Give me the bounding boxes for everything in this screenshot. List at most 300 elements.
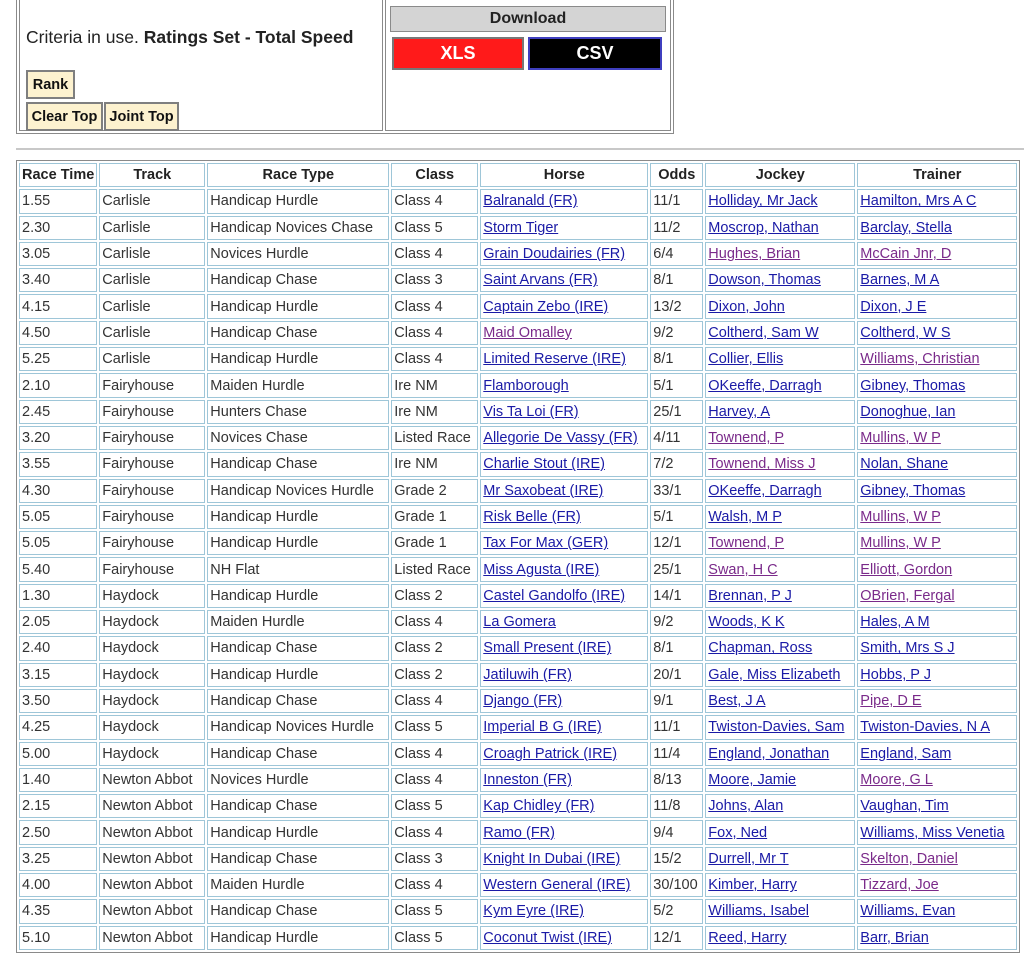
race-time-cell: 3.15 [19,663,97,687]
horse-link[interactable]: Jatiluwih (FR) [483,666,572,683]
track-cell: Newton Abbot [99,820,205,844]
horse-cell [480,584,648,608]
trainer-cell [857,347,1017,371]
race-time-cell: 3.55 [19,452,97,476]
jockey-link[interactable]: OKeeffe, Darragh [708,377,822,394]
race-type-cell: Handicap Chase [207,268,389,292]
trainer-cell [857,400,1017,424]
criteria-cell [19,0,383,131]
trainer-cell [857,584,1017,608]
odds-cell: 20/1 [650,663,703,687]
table-row [19,189,1017,213]
jockey-link[interactable]: OKeeffe, Darragh [708,482,822,499]
odds-cell: 11/2 [650,216,703,240]
trainer-cell [857,715,1017,739]
track-cell: Haydock [99,584,205,608]
jockey-cell [705,610,855,634]
table-row [19,768,1017,792]
trainer-cell [857,663,1017,687]
race-time-cell: 2.45 [19,400,97,424]
horse-link[interactable]: Limited Reserve (IRE) [483,351,626,368]
race-time-cell: 2.40 [19,636,97,660]
track-cell: Haydock [99,610,205,634]
jockey-cell [705,452,855,476]
odds-cell: 9/2 [650,321,703,345]
jockey-cell [705,347,855,371]
class-cell: Class 2 [391,636,478,660]
jockey-link[interactable]: Harvey, A [708,403,771,420]
trainer-cell [857,610,1017,634]
table-row [19,742,1017,766]
jockey-link[interactable]: Twiston-Davies, Sam [708,719,845,736]
class-cell: Class 4 [391,820,478,844]
jockey-cell [705,847,855,871]
download-xls-button[interactable]: XLS [392,37,524,70]
race-time-cell: 4.30 [19,479,97,503]
jockey-link[interactable]: Durrell, Mr T [708,850,789,867]
jockey-cell [705,584,855,608]
download-cell [385,0,671,131]
odds-cell: 33/1 [650,479,703,503]
track-cell: Fairyhouse [99,452,205,476]
race-time-cell: 2.10 [19,373,97,397]
jockey-link[interactable]: Gale, Miss Elizabeth [708,666,841,683]
horse-link[interactable]: Kap Chidley (FR) [483,798,595,815]
track-cell: Fairyhouse [99,400,205,424]
race-time-cell: 4.25 [19,715,97,739]
class-cell: Class 4 [391,610,478,634]
race-type-cell: Novices Chase [207,426,389,450]
jockey-link[interactable]: Townend, P [708,535,785,552]
race-time-cell: 5.05 [19,505,97,529]
table-row [19,505,1017,529]
column-header[interactable]: Horse [480,163,648,187]
horse-link[interactable]: Coconut Twist (IRE) [483,929,612,946]
jockey-cell [705,820,855,844]
horse-cell [480,505,648,529]
class-cell: Class 4 [391,242,478,266]
jockey-cell [705,505,855,529]
jockey-link[interactable]: Walsh, M P [708,509,782,525]
jockey-cell [705,321,855,345]
horse-link[interactable]: Risk Belle (FR) [483,509,581,525]
trainer-cell [857,373,1017,397]
track-cell: Carlisle [99,242,205,266]
trainer-link[interactable]: Mullins, W P [860,535,941,552]
trainer-link[interactable]: Williams, Evan [860,903,956,920]
trainer-link[interactable]: Dixon, J E [860,298,927,315]
track-cell: Haydock [99,663,205,687]
horse-link[interactable]: La Gomera [483,614,556,631]
trainer-cell [857,742,1017,766]
race-time-cell: 2.50 [19,820,97,844]
odds-cell: 4/11 [650,426,703,450]
class-cell: Class 4 [391,321,478,345]
trainer-link[interactable]: Hales, A M [860,614,930,631]
jockey-cell [705,400,855,424]
trainer-cell [857,426,1017,450]
divider [16,148,1024,150]
trainer-link[interactable]: Nolan, Shane [860,456,949,473]
race-time-cell: 4.15 [19,294,97,318]
track-cell: Newton Abbot [99,873,205,897]
trainer-link[interactable]: Hobbs, P J [860,666,931,683]
class-cell: Class 5 [391,216,478,240]
column-header[interactable]: Track [99,163,205,187]
horse-link[interactable]: Mr Saxobeat (IRE) [483,482,604,499]
class-cell: Grade 2 [391,479,478,503]
race-type-cell: NH Flat [207,557,389,581]
trainer-link[interactable]: Gibney, Thomas [860,482,966,499]
table-row [19,663,1017,687]
table-row [19,899,1017,923]
race-table [16,160,1020,953]
column-header[interactable]: Trainer [857,163,1017,187]
jockey-cell [705,268,855,292]
horse-link[interactable]: Vis Ta Loi (FR) [483,403,579,420]
race-time-cell: 5.40 [19,557,97,581]
odds-cell: 9/1 [650,689,703,713]
column-header[interactable]: Race Type [207,163,389,187]
race-type-cell: Handicap Hurdle [207,531,389,555]
horse-cell [480,689,648,713]
horse-cell [480,216,648,240]
trainer-link[interactable]: OBrien, Fergal [860,587,955,604]
horse-cell [480,321,648,345]
horse-link[interactable]: Grain Doudairies (FR) [483,246,626,263]
download-csv-button[interactable]: CSV [528,37,662,70]
criteria-panel [16,0,674,134]
trainer-cell [857,294,1017,318]
horse-cell [480,373,648,397]
race-time-cell: 4.50 [19,321,97,345]
race-time-cell: 3.50 [19,689,97,713]
horse-link[interactable]: Maid Omalley [483,324,572,341]
track-cell: Carlisle [99,347,205,371]
trainer-link[interactable]: Twiston-Davies, N A [860,719,991,736]
trainer-link[interactable]: McCain Jnr, D [860,246,952,263]
race-time-cell: 4.00 [19,873,97,897]
race-type-cell: Handicap Hurdle [207,505,389,529]
trainer-link[interactable]: Williams, Christian [860,351,980,368]
track-cell: Fairyhouse [99,557,205,581]
trainer-link[interactable]: Barr, Brian [860,929,929,946]
race-time-cell: 5.25 [19,347,97,371]
horse-cell [480,189,648,213]
race-time-cell: 5.10 [19,926,97,950]
class-cell: Listed Race [391,557,478,581]
jockey-cell [705,294,855,318]
horse-cell [480,636,648,660]
jockey-link[interactable]: Townend, Miss J [708,456,816,473]
trainer-link[interactable]: Donoghue, Ian [860,403,956,420]
race-time-cell: 3.05 [19,242,97,266]
horse-link[interactable]: Storm Tiger [483,219,559,236]
horse-cell [480,479,648,503]
trainer-link[interactable]: Pipe, D E [860,693,922,710]
track-cell: Newton Abbot [99,899,205,923]
jockey-link[interactable]: Brennan, P J [708,587,792,604]
trainer-link[interactable]: Barclay, Stella [860,219,952,236]
track-cell: Fairyhouse [99,531,205,555]
odds-cell: 25/1 [650,557,703,581]
table-row [19,715,1017,739]
jockey-link[interactable]: Dixon, John [708,298,785,315]
trainer-link[interactable]: England, Sam [860,745,952,762]
jockey-cell [705,636,855,660]
table-row [19,531,1017,555]
horse-link[interactable]: Allegorie De Vassy (FR) [483,430,638,447]
joint-top-button[interactable]: Joint Top [104,102,179,131]
table-row [19,294,1017,318]
horse-link[interactable]: Croagh Patrick (IRE) [483,745,618,762]
jockey-link[interactable]: Townend, P [708,430,785,447]
trainer-link[interactable]: Mullins, W P [860,509,941,525]
race-time-cell: 1.30 [19,584,97,608]
odds-cell: 8/13 [650,768,703,792]
race-time-cell: 3.40 [19,268,97,292]
trainer-cell [857,899,1017,923]
trainer-cell [857,794,1017,818]
horse-link[interactable]: Ramo (FR) [483,824,555,841]
track-cell: Fairyhouse [99,373,205,397]
horse-cell [480,926,648,950]
track-cell: Fairyhouse [99,505,205,529]
trainer-link[interactable]: Skelton, Daniel [860,850,958,867]
jockey-link[interactable]: Williams, Isabel [708,903,809,920]
race-type-cell: Handicap Hurdle [207,663,389,687]
jockey-link[interactable]: Coltherd, Sam W [708,324,819,341]
race-type-cell: Handicap Chase [207,847,389,871]
race-time-cell: 4.35 [19,899,97,923]
track-cell: Fairyhouse [99,426,205,450]
odds-cell: 5/1 [650,373,703,397]
trainer-link[interactable]: Tizzard, Joe [860,877,939,894]
race-type-cell: Handicap Novices Chase [207,216,389,240]
horse-link[interactable]: Knight In Dubai (IRE) [483,850,621,867]
horse-link[interactable]: Django (FR) [483,693,563,710]
horse-cell [480,268,648,292]
jockey-link[interactable]: Reed, Harry [708,929,787,946]
column-header[interactable]: Race Time [19,163,97,187]
odds-cell: 11/1 [650,715,703,739]
race-type-cell: Handicap Hurdle [207,584,389,608]
jockey-link[interactable]: Moore, Jamie [708,771,797,788]
class-cell: Class 4 [391,873,478,897]
trainer-cell [857,531,1017,555]
horse-cell [480,742,648,766]
horse-link[interactable]: Inneston (FR) [483,771,572,788]
jockey-cell [705,663,855,687]
table-row [19,820,1017,844]
race-type-cell: Handicap Novices Hurdle [207,479,389,503]
table-row [19,400,1017,424]
jockey-cell [705,899,855,923]
horse-link[interactable]: Charlie Stout (IRE) [483,456,605,473]
trainer-link[interactable]: Hamilton, Mrs A C [860,193,977,210]
odds-cell: 25/1 [650,400,703,424]
odds-cell: 12/1 [650,531,703,555]
jockey-cell [705,373,855,397]
trainer-link[interactable]: Vaughan, Tim [860,798,949,815]
trainer-link[interactable]: Moore, G L [860,771,933,788]
track-cell: Carlisle [99,294,205,318]
table-row [19,584,1017,608]
column-header[interactable]: Class [391,163,478,187]
track-cell: Carlisle [99,268,205,292]
jockey-link[interactable]: Woods, K K [708,614,785,631]
trainer-cell [857,452,1017,476]
horse-link[interactable]: Western General (IRE) [483,877,631,894]
trainer-cell [857,873,1017,897]
race-type-cell: Handicap Hurdle [207,189,389,213]
table-row [19,636,1017,660]
horse-cell [480,794,648,818]
odds-cell: 9/2 [650,610,703,634]
table-row [19,873,1017,897]
race-time-cell: 3.20 [19,426,97,450]
jockey-cell [705,531,855,555]
jockey-link[interactable]: Moscrop, Nathan [708,219,819,236]
jockey-link[interactable]: Swan, H C [708,561,778,578]
class-cell: Listed Race [391,426,478,450]
clear-top-button[interactable]: Clear Top [26,102,103,131]
race-type-cell: Handicap Chase [207,689,389,713]
jockey-link[interactable]: Hughes, Brian [708,246,801,263]
odds-cell: 11/1 [650,189,703,213]
race-time-cell: 1.55 [19,189,97,213]
column-header[interactable]: Jockey [705,163,855,187]
odds-cell: 11/8 [650,794,703,818]
horse-cell [480,557,648,581]
track-cell: Haydock [99,742,205,766]
class-cell: Class 5 [391,926,478,950]
criteria-prefix: Criteria in use. [26,27,139,47]
table-row [19,557,1017,581]
odds-cell: 5/1 [650,505,703,529]
odds-cell: 14/1 [650,584,703,608]
race-type-cell: Maiden Hurdle [207,373,389,397]
horse-cell [480,663,648,687]
horse-link[interactable]: Balranald (FR) [483,193,578,210]
horse-cell [480,242,648,266]
race-type-cell: Novices Hurdle [207,768,389,792]
trainer-cell [857,268,1017,292]
race-type-cell: Handicap Chase [207,321,389,345]
trainer-link[interactable]: Elliott, Gordon [860,561,953,578]
horse-cell [480,400,648,424]
horse-link[interactable]: Castel Gandolfo (IRE) [483,587,626,604]
jockey-link[interactable]: Dowson, Thomas [708,272,821,289]
trainer-link[interactable]: Gibney, Thomas [860,377,966,394]
horse-cell [480,452,648,476]
odds-cell: 9/4 [650,820,703,844]
criteria-value: Ratings Set - Total Speed [143,27,354,47]
trainer-cell [857,689,1017,713]
jockey-cell [705,794,855,818]
track-cell: Carlisle [99,321,205,345]
jockey-cell [705,426,855,450]
race-time-cell: 2.30 [19,216,97,240]
trainer-link[interactable]: Smith, Mrs S J [860,640,955,657]
jockey-cell [705,926,855,950]
table-header-row [19,163,1017,187]
horse-link[interactable]: Flamborough [483,377,569,394]
horse-link[interactable]: Small Present (IRE) [483,640,612,657]
odds-cell: 8/1 [650,268,703,292]
trainer-cell [857,847,1017,871]
trainer-link[interactable]: Williams, Miss Venetia [860,824,1005,841]
horse-link[interactable]: Miss Agusta (IRE) [483,561,600,578]
jockey-link[interactable]: Johns, Alan [708,798,784,815]
horse-cell [480,847,648,871]
table-row [19,242,1017,266]
horse-link[interactable]: Imperial B G (IRE) [483,719,602,736]
race-time-cell: 2.05 [19,610,97,634]
race-type-cell: Handicap Novices Hurdle [207,715,389,739]
jockey-link[interactable]: Kimber, Harry [708,877,797,894]
track-cell: Newton Abbot [99,847,205,871]
trainer-link[interactable]: Coltherd, W S [860,324,951,341]
trainer-cell [857,557,1017,581]
column-header[interactable]: Odds [650,163,703,187]
class-cell: Ire NM [391,400,478,424]
trainer-link[interactable]: Barnes, M A [860,272,940,289]
horse-link[interactable]: Tax For Max (GER) [483,535,609,552]
jockey-cell [705,557,855,581]
horse-link[interactable]: Captain Zebo (IRE) [483,298,609,315]
race-table-body [19,189,1017,950]
trainer-cell [857,926,1017,950]
horse-cell [480,873,648,897]
class-cell: Class 5 [391,899,478,923]
class-cell: Class 4 [391,768,478,792]
horse-link[interactable]: Kym Eyre (IRE) [483,903,584,920]
track-cell: Newton Abbot [99,926,205,950]
horse-link[interactable]: Saint Arvans (FR) [483,272,598,289]
table-row [19,926,1017,950]
class-cell: Class 4 [391,689,478,713]
race-type-cell: Handicap Chase [207,742,389,766]
rank-button[interactable]: Rank [26,70,75,99]
race-type-cell: Handicap Hurdle [207,926,389,950]
jockey-link[interactable]: Collier, Ellis [708,351,784,368]
odds-cell: 12/1 [650,926,703,950]
class-cell: Ire NM [391,373,478,397]
table-row [19,479,1017,503]
trainer-link[interactable]: Mullins, W P [860,430,941,447]
track-cell: Haydock [99,689,205,713]
class-cell: Ire NM [391,452,478,476]
jockey-link[interactable]: Fox, Ned [708,824,768,841]
jockey-link[interactable]: Best, J A [708,693,766,710]
odds-cell: 30/100 [650,873,703,897]
jockey-link[interactable]: England, Jonathan [708,745,830,762]
trainer-cell [857,820,1017,844]
jockey-cell [705,715,855,739]
race-time-cell: 5.00 [19,742,97,766]
jockey-cell [705,873,855,897]
trainer-cell [857,479,1017,503]
class-cell: Class 4 [391,347,478,371]
horse-cell [480,715,648,739]
jockey-link[interactable]: Chapman, Ross [708,640,813,657]
class-cell: Class 3 [391,847,478,871]
horse-cell [480,531,648,555]
horse-cell [480,294,648,318]
race-type-cell: Hunters Chase [207,400,389,424]
jockey-link[interactable]: Holliday, Mr Jack [708,193,818,210]
